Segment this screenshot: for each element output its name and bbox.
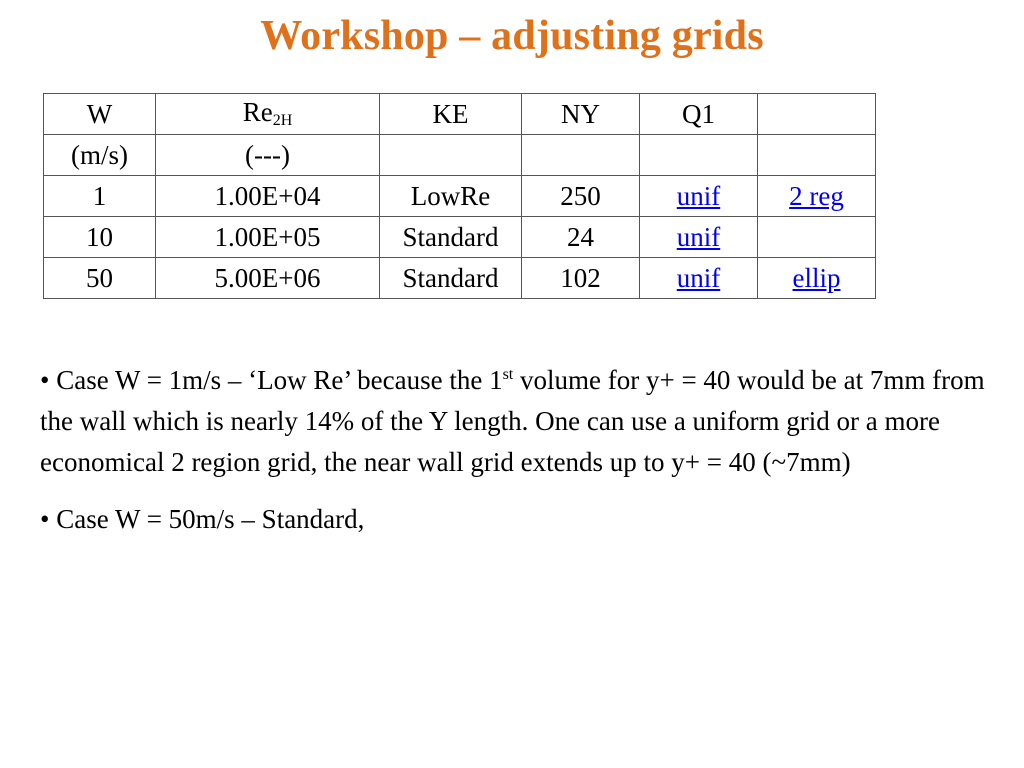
cell-re: 1.00E+05 xyxy=(156,217,380,258)
unit-q1 xyxy=(640,135,758,176)
cell-ke: LowRe xyxy=(380,176,522,217)
cell-re: 1.00E+04 xyxy=(156,176,380,217)
unif-link[interactable]: unif xyxy=(676,221,721,252)
cell-re: 5.00E+06 xyxy=(156,258,380,299)
slide-title: Workshop – adjusting grids xyxy=(260,13,764,59)
table-header-row xyxy=(44,94,876,135)
bullet-list xyxy=(40,360,1015,556)
header-ny: NY xyxy=(522,94,640,135)
cell-ke: Standard xyxy=(380,258,522,299)
header-w: W xyxy=(44,94,156,135)
bullet-standard: • Case W = 50m/s – Standard, xyxy=(40,504,365,534)
header-re-label: Re xyxy=(242,97,273,127)
cell-extra xyxy=(758,217,876,258)
cell-ke: Standard xyxy=(380,217,522,258)
unif-link[interactable]: unif xyxy=(676,180,721,211)
header-q1: Q1 xyxy=(640,94,758,135)
cell-q1 xyxy=(640,258,758,299)
unit-re: (---) xyxy=(156,135,380,176)
cell-q1 xyxy=(640,176,758,217)
bullet-low-re-text-1: • Case W = 1m/s – ‘Low Re’ because the 1 xyxy=(40,365,503,395)
table-units-row xyxy=(44,135,876,176)
bullet-low-re-text-2: volume for y+ = 40 would be at 7mm from the wall which is nearly 14% of the Y length. One can use a uniform grid or a more economical 2 region grid, the near wall grid extends up to y+ = 40 (~7mm) xyxy=(40,365,985,477)
cell-q1 xyxy=(640,217,758,258)
header-re xyxy=(156,94,380,135)
cell-w: 50 xyxy=(44,258,156,299)
cell-w: 1 xyxy=(44,176,156,217)
cell-w: 10 xyxy=(44,217,156,258)
header-empty xyxy=(758,94,876,135)
bullet-low-re-superscript: st xyxy=(502,366,514,383)
table-row xyxy=(44,217,876,258)
two-region-link[interactable]: 2 reg xyxy=(789,180,844,211)
header-re-subscript: 2H xyxy=(272,112,293,129)
cell-extra xyxy=(758,258,876,299)
cell-ny: 24 xyxy=(522,217,640,258)
header-ke: KE xyxy=(380,94,522,135)
ellip-link[interactable]: ellip xyxy=(792,262,841,293)
cell-ny: 250 xyxy=(522,176,640,217)
cell-ny: 102 xyxy=(522,258,640,299)
unit-ke xyxy=(380,135,522,176)
cell-extra xyxy=(758,176,876,217)
bullet-low-re xyxy=(40,360,1015,483)
unit-w: (m/s) xyxy=(44,135,156,176)
table-row xyxy=(44,258,876,299)
table-row xyxy=(44,176,876,217)
unif-link[interactable]: unif xyxy=(676,262,721,293)
unit-ny xyxy=(522,135,640,176)
unit-extra xyxy=(758,135,876,176)
grid-settings-table xyxy=(43,93,876,299)
